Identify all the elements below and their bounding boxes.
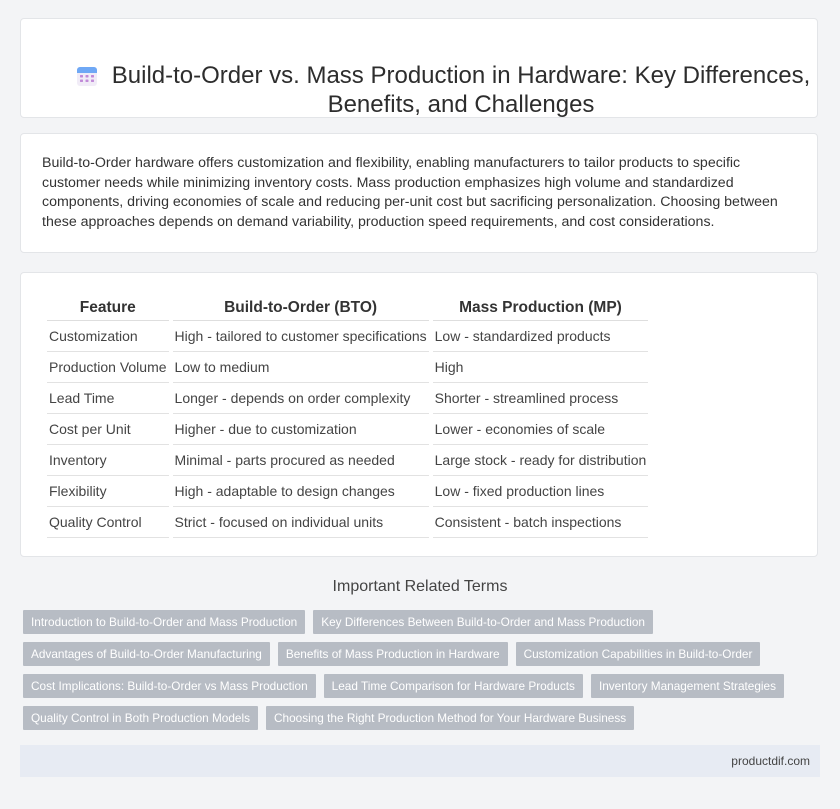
comparison-table-card xyxy=(20,272,818,557)
table-cell: Consistent - batch inspections xyxy=(433,507,649,538)
page-title: Build-to-Order vs. Mass Production in Hardware: Key Differences, Benefits, and Challenges xyxy=(111,62,811,118)
related-tag[interactable]: Advantages of Build-to-Order Manufacturing xyxy=(23,642,270,666)
table-cell: Quality Control xyxy=(47,507,169,538)
table-cell: High - tailored to customer specifications xyxy=(173,321,429,352)
table-cell: Lead Time xyxy=(47,383,169,414)
table-cell: Lower - economies of scale xyxy=(433,414,649,445)
header-mp: Mass Production (MP) xyxy=(433,295,649,321)
table-cell: Large stock - ready for distribution xyxy=(433,445,649,476)
title-card xyxy=(20,18,818,118)
related-tag[interactable]: Introduction to Build-to-Order and Mass Production xyxy=(23,610,305,634)
related-tag[interactable]: Key Differences Between Build-to-Order and Mass Production xyxy=(313,610,653,634)
table-row xyxy=(47,445,648,476)
intro-paragraph: Build-to-Order hardware offers customization and flexibility, enabling manufacturers to tailor products to specific customer needs while minimizing inventory costs. Mass production emphasizes high volume and standardized components, driving economies of scale and reducing per-unit cost but sacrificing personalization. Choosing between these approaches depends on demand variability, production speed requirements, and cost considerations. xyxy=(42,155,778,230)
footer-site-link[interactable]: productdif.com xyxy=(731,754,810,768)
table-header-row xyxy=(47,295,648,321)
table-cell: Strict - focused on individual units xyxy=(173,507,429,538)
calendar-icon xyxy=(76,65,98,87)
table-row xyxy=(47,507,648,538)
related-tag[interactable]: Lead Time Comparison for Hardware Products xyxy=(324,674,583,698)
related-tag[interactable]: Customization Capabilities in Build-to-Order xyxy=(516,642,761,666)
table-cell: Low - standardized products xyxy=(433,321,649,352)
table-row xyxy=(47,414,648,445)
related-tags-row xyxy=(23,642,760,666)
table-cell: Shorter - streamlined process xyxy=(433,383,649,414)
table-row xyxy=(47,352,648,383)
header-bto: Build-to-Order (BTO) xyxy=(173,295,429,321)
table-row xyxy=(47,321,648,352)
table-cell: Production Volume xyxy=(47,352,169,383)
table-row xyxy=(47,383,648,414)
table-cell: Low to medium xyxy=(173,352,429,383)
table-cell: Minimal - parts procured as needed xyxy=(173,445,429,476)
table-cell: Customization xyxy=(47,321,169,352)
footer xyxy=(20,745,820,777)
related-tag[interactable]: Cost Implications: Build-to-Order vs Mass Production xyxy=(23,674,316,698)
table-cell: Flexibility xyxy=(47,476,169,507)
table-cell: Inventory xyxy=(47,445,169,476)
related-tags-row xyxy=(23,610,653,634)
related-tags-row xyxy=(23,706,634,730)
table-cell: Higher - due to customization xyxy=(173,414,429,445)
related-terms-title: Important Related Terms xyxy=(332,578,508,595)
table-row xyxy=(47,476,648,507)
related-tag[interactable]: Benefits of Mass Production in Hardware xyxy=(278,642,508,666)
related-tags-row xyxy=(23,674,784,698)
comparison-table xyxy=(43,295,652,538)
table-cell: High - adaptable to design changes xyxy=(173,476,429,507)
table-cell: Cost per Unit xyxy=(47,414,169,445)
table-cell: High xyxy=(433,352,649,383)
related-tag[interactable]: Choosing the Right Production Method for Your Hardware Business xyxy=(266,706,634,730)
related-tag[interactable]: Quality Control in Both Production Models xyxy=(23,706,258,730)
header-feature: Feature xyxy=(47,295,169,321)
related-tag[interactable]: Inventory Management Strategies xyxy=(591,674,784,698)
table-cell: Longer - depends on order complexity xyxy=(173,383,429,414)
table-cell: Low - fixed production lines xyxy=(433,476,649,507)
intro-card xyxy=(20,133,818,253)
